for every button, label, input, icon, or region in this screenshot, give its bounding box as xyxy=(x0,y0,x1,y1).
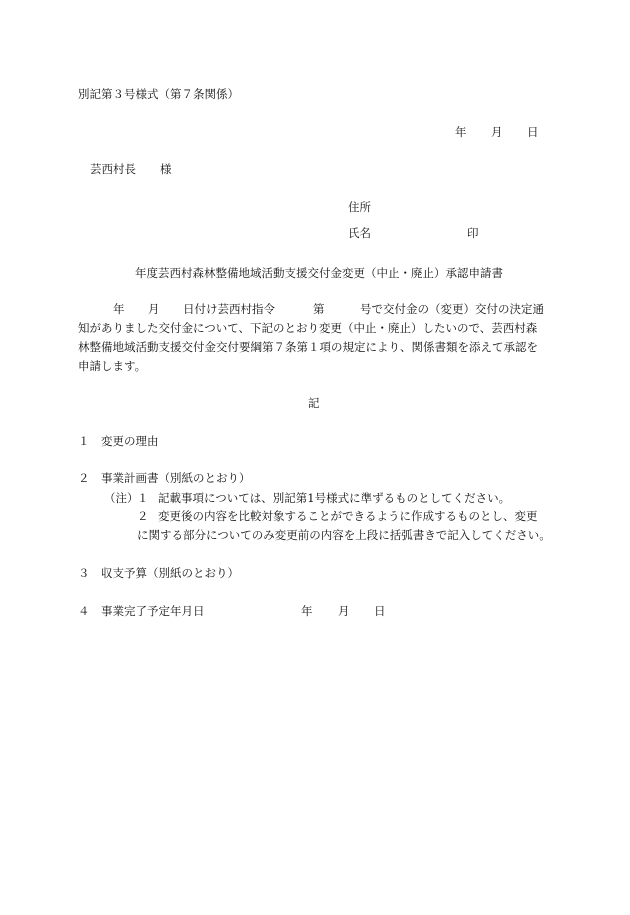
body-day-order: 日付け芸西村指令 xyxy=(183,302,275,316)
seal-label: 印 xyxy=(467,226,479,240)
body-year: 年 xyxy=(113,302,125,316)
form-label: 別記第３号様式（第７条関係） xyxy=(78,87,239,101)
body-line1-rest: 号で交付金の（変更）交付の決定通 xyxy=(360,302,544,316)
body-month: 月 xyxy=(148,302,160,316)
document-title: 年度芸西村森林整備地域活動支援交付金変更（中止・廃止）承認申請書 xyxy=(135,266,503,280)
note2-continuation: に関する部分についてのみ変更前の内容を上段に括弧書きで記入してください。 xyxy=(137,528,551,542)
note2-text: 変更後の内容を比較対象することができるように作成するものとし、変更 xyxy=(158,509,538,523)
item4-year: 年 xyxy=(301,604,313,618)
note1-text: 記載事項については、別記第1号様式に準ずるものとしてください。 xyxy=(158,491,511,505)
item2-number: ２ xyxy=(78,471,90,485)
note1-number: １ xyxy=(137,491,149,505)
name-label: 氏名 xyxy=(348,226,371,240)
item1-number: １ xyxy=(78,434,90,448)
body-dai: 第 xyxy=(313,302,325,316)
item4-text: 事業完了予定年月日 xyxy=(101,604,205,618)
body-line3: 林整備地域活動支援交付金交付要綱第７条第１項の規定により、関係書類を添えて承認を xyxy=(78,340,538,354)
item3-number: ３ xyxy=(78,566,90,580)
addressee-name: 芸西村長 xyxy=(90,162,136,176)
item4-day: 日 xyxy=(374,604,386,618)
ki-heading: 記 xyxy=(308,396,320,410)
addressee-honorific: 様 xyxy=(160,162,172,176)
item2-text: 事業計画書（別紙のとおり） xyxy=(101,471,251,485)
address-label: 住所 xyxy=(348,200,371,214)
item3-text: 収支予算（別紙のとおり） xyxy=(101,566,239,580)
body-line2: 知がありました交付金について、下記のとおり変更（中止・廃止）したいので、芸西村森 xyxy=(78,321,538,335)
item1-text: 変更の理由 xyxy=(101,434,159,448)
date-year: 年 xyxy=(455,125,467,139)
note2-number: ２ xyxy=(137,509,149,523)
item4-number: ４ xyxy=(78,604,90,618)
date-month: 月 xyxy=(491,125,503,139)
body-line4: 申請します。 xyxy=(78,359,147,373)
date-day: 日 xyxy=(527,125,539,139)
note-label: （注） xyxy=(104,491,139,505)
item4-month: 月 xyxy=(338,604,350,618)
